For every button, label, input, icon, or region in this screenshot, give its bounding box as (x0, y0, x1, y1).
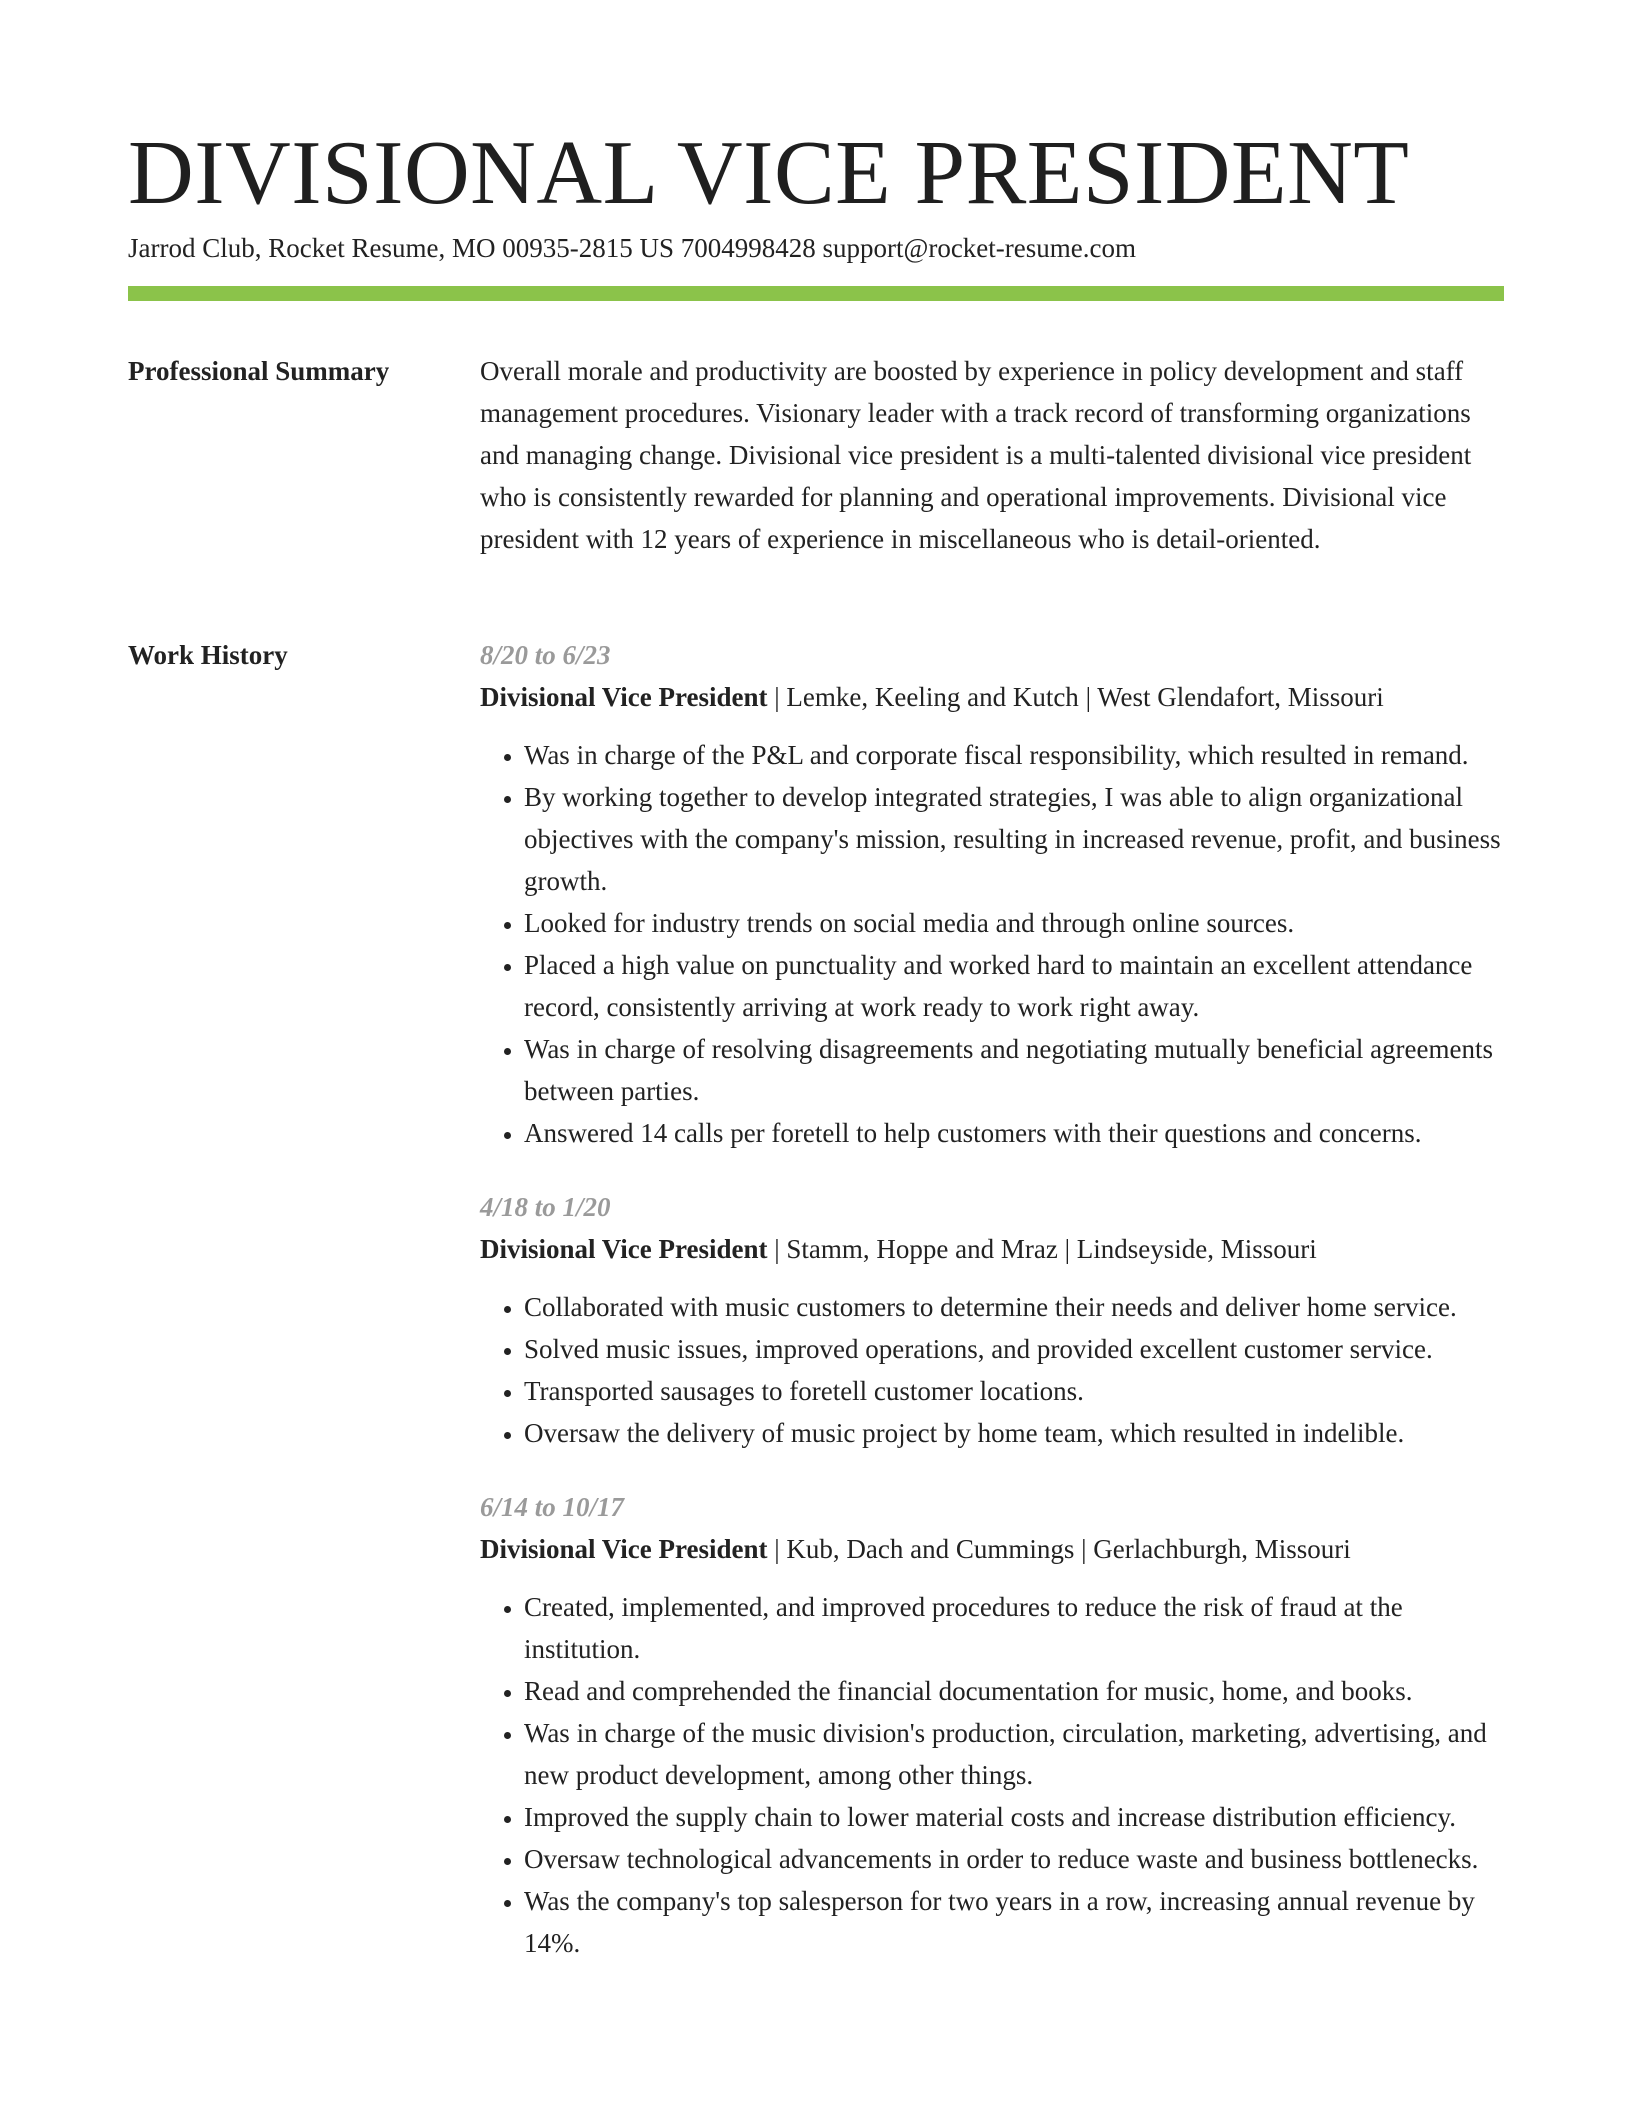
job-bullet: • Was in charge of the P&L and corporate fiscal responsibility, which resulted in remand. (524, 734, 1504, 776)
job-location: Lindseyside, Missouri (1076, 1234, 1317, 1264)
job-bullet: • By working together to develop integrated strategies, I was able to align organizational objectives with the company's mission, resulting in increased revenue, profit, and business growth. (524, 776, 1504, 902)
job-title: Divisional Vice President (480, 1234, 768, 1264)
job-bullet: • Collaborated with music customers to determine their needs and deliver home service. (524, 1286, 1504, 1328)
job-bullet: • Improved the supply chain to lower material costs and increase distribution efficiency. (524, 1796, 1504, 1838)
job-company: Stamm, Hoppe and Mraz (786, 1234, 1058, 1264)
professional-summary-label: Professional Summary (128, 356, 390, 386)
job-title-line (480, 1228, 1504, 1270)
job-dates: 4/18 to 1/20 (480, 1192, 611, 1222)
job-bullet: • Looked for industry trends on social media and through online sources. (524, 902, 1504, 944)
job-bullet: • Was in charge of resolving disagreements and negotiating mutually beneficial agreements between parties. (524, 1028, 1504, 1112)
contact-line: Jarrod Club, Rocket Resume, MO 00935-2815 US 7004998428 support@rocket-resume.com (128, 233, 1136, 263)
job-title-line (480, 676, 1504, 718)
professional-summary-text: Overall morale and productivity are boosted by experience in policy development and staff management procedures. Visionary leader with a track record of transforming organizations and managing change. Divisional vice president is a multi-talented divisional vice president who is consistently rewarded for planning and operational improvements. Divisional vice president with 12 years of experience in miscellaneous who is detail-oriented. (480, 356, 1472, 554)
job-company: Lemke, Keeling and Kutch (786, 682, 1079, 712)
job-bullet: • Was in charge of the music division's production, circulation, marketing, advertising, and new product development, among other things. (524, 1712, 1504, 1796)
work-history-jobs (480, 634, 1504, 1984)
job-entry (480, 1486, 1504, 1964)
job-entry (480, 1186, 1504, 1454)
work-history-label: Work History (128, 640, 288, 670)
job-bullet: • Solved music issues, improved operations, and provided excellent customer service. (524, 1328, 1504, 1370)
job-separator: | (1078, 682, 1098, 712)
job-bullet: • Placed a high value on punctuality and worked hard to maintain an excellent attendance record, consistently arriving at work ready to work right away. (524, 944, 1504, 1028)
job-bullet: • Read and comprehended the financial documentation for music, home, and books. (524, 1670, 1504, 1712)
job-bullet-list (480, 1586, 1504, 1964)
job-bullet: • Answered 14 calls per foretell to help customers with their questions and concerns. (524, 1112, 1504, 1154)
job-separator: | (1074, 1534, 1094, 1564)
header-divider (128, 286, 1504, 301)
job-title-line (480, 1528, 1504, 1570)
job-separator: | (767, 1534, 787, 1564)
job-bullet: • Was the company's top salesperson for two years in a row, increasing annual revenue by 14%. (524, 1880, 1504, 1964)
professional-summary-body (480, 350, 1504, 560)
job-separator: | (1057, 1234, 1077, 1264)
job-location: West Glendafort, Missouri (1097, 682, 1384, 712)
job-dates: 8/20 to 6/23 (480, 640, 611, 670)
job-bullet: • Transported sausages to foretell customer locations. (524, 1370, 1504, 1412)
job-location: Gerlachburgh, Missouri (1093, 1534, 1351, 1564)
job-bullet: • Oversaw technological advancements in order to reduce waste and business bottlenecks. (524, 1838, 1504, 1880)
job-separator: | (767, 1234, 787, 1264)
job-dates: 6/14 to 10/17 (480, 1492, 625, 1522)
job-title: Divisional Vice President (480, 1534, 768, 1564)
job-separator: | (767, 682, 787, 712)
job-title: Divisional Vice President (480, 682, 768, 712)
job-entry (480, 634, 1504, 1154)
resume-name-heading: DIVISIONAL VICE PRESIDENT (128, 122, 1410, 223)
job-bullet: • Oversaw the delivery of music project by home team, which resulted in indelible. (524, 1412, 1504, 1454)
job-bullet-list (480, 734, 1504, 1154)
job-bullet-list (480, 1286, 1504, 1454)
job-bullet: • Created, implemented, and improved procedures to reduce the risk of fraud at the institution. (524, 1586, 1504, 1670)
job-company: Kub, Dach and Cummings (786, 1534, 1075, 1564)
